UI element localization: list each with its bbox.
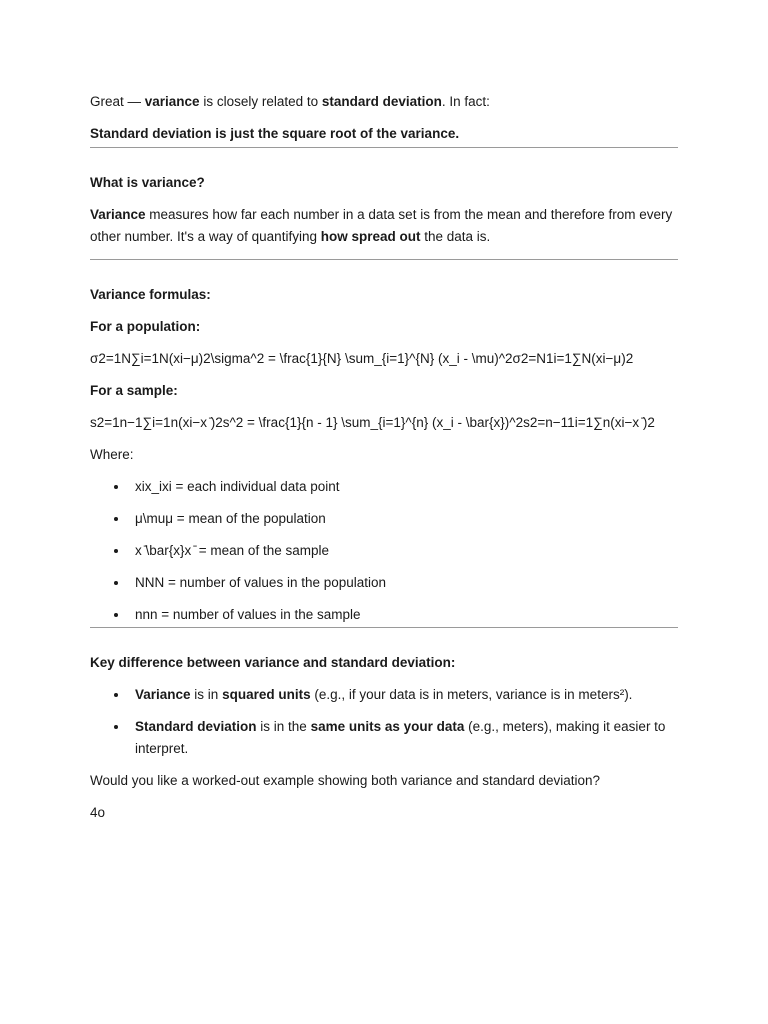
list-item	[90, 604, 678, 627]
list-item-text: xix_ixi = each individual data point	[135, 479, 340, 494]
intro-sentence	[90, 91, 678, 123]
section-divider	[90, 147, 678, 148]
list-item-text: is in	[190, 687, 223, 702]
intro-bold-standard-deviation: standard deviation	[321, 94, 442, 109]
bold-squared-units: squared units	[222, 687, 311, 702]
intro-text: . In fact:	[441, 94, 490, 109]
bullet-icon	[114, 485, 118, 489]
formula-terms-list	[90, 476, 678, 627]
list-item-text: NNN = number of values in the population	[135, 575, 387, 590]
definition-text: the data is.	[420, 229, 491, 244]
population-label: For a population:	[90, 319, 201, 334]
variance-definition	[90, 204, 678, 248]
model-label: 4o	[90, 805, 106, 820]
variance-formulas-heading: Variance formulas:	[90, 287, 211, 302]
where-label: Where:	[90, 447, 134, 462]
list-item-text: μ\muμ = mean of the population	[135, 511, 326, 526]
sample-label: For a sample:	[90, 383, 178, 398]
difference-list	[90, 684, 678, 770]
bullet-icon	[114, 581, 118, 585]
chat-response	[90, 91, 678, 834]
bullet-icon	[114, 517, 118, 521]
bullet-icon	[114, 725, 118, 729]
intro-key-statement: Standard deviation is just the square root of the variance.	[90, 126, 460, 141]
list-item-text: nnn = number of values in the sample	[135, 607, 361, 622]
key-difference-heading: Key difference between variance and standard deviation:	[90, 655, 456, 670]
closing-question: Would you like a worked-out example showing both variance and standard deviation?	[90, 773, 601, 788]
bullet-icon	[114, 549, 118, 553]
list-item-text: (e.g., if your data is in meters, variance is in meters²).	[310, 687, 633, 702]
list-item	[90, 476, 678, 508]
bold-variance: Variance	[135, 687, 191, 702]
list-item-text: is in the	[256, 719, 311, 734]
population-formula: σ2=1N∑i=1N(xi−μ)2\sigma^2 = \frac{1}{N} \sum_{i=1}^{N} (x_i - \mu)^2σ2=N1i=1∑N(xi−μ)2	[90, 351, 634, 366]
bullet-icon	[114, 693, 118, 697]
list-item	[90, 572, 678, 604]
intro-text: is closely related to	[199, 94, 322, 109]
sample-formula: s2=1n−1∑i=1n(xi−x ̄)2s^2 = \frac{1}{n - 1} \sum_{i=1}^{n} (x_i - \bar{x})^2s2=n−11i=1∑n(xi−x ̄)2	[90, 415, 655, 430]
bullet-icon	[114, 613, 118, 617]
bold-same-units: same units as your data	[310, 719, 465, 734]
list-item	[90, 508, 678, 540]
bold-standard-deviation: Standard deviation	[135, 719, 257, 734]
what-is-variance-heading: What is variance?	[90, 175, 205, 190]
definition-text: measures how far each number in a data set is from the mean and therefore from every other number. It's a way of quantifying	[90, 207, 673, 244]
definition-bold-spread: how spread out	[320, 229, 421, 244]
list-item-text: (e.g., meters), making it easier to interpret.	[135, 719, 666, 756]
intro-bold-variance: variance	[144, 94, 200, 109]
definition-bold-variance: Variance	[90, 207, 146, 222]
list-item-text: x ̄\bar{x}x ̄ = mean of the sample	[135, 543, 329, 558]
section-divider	[90, 627, 678, 628]
list-item	[90, 716, 678, 770]
intro-text: Great —	[90, 94, 145, 109]
section-divider	[90, 259, 678, 260]
list-item	[90, 540, 678, 572]
list-item	[90, 684, 678, 716]
